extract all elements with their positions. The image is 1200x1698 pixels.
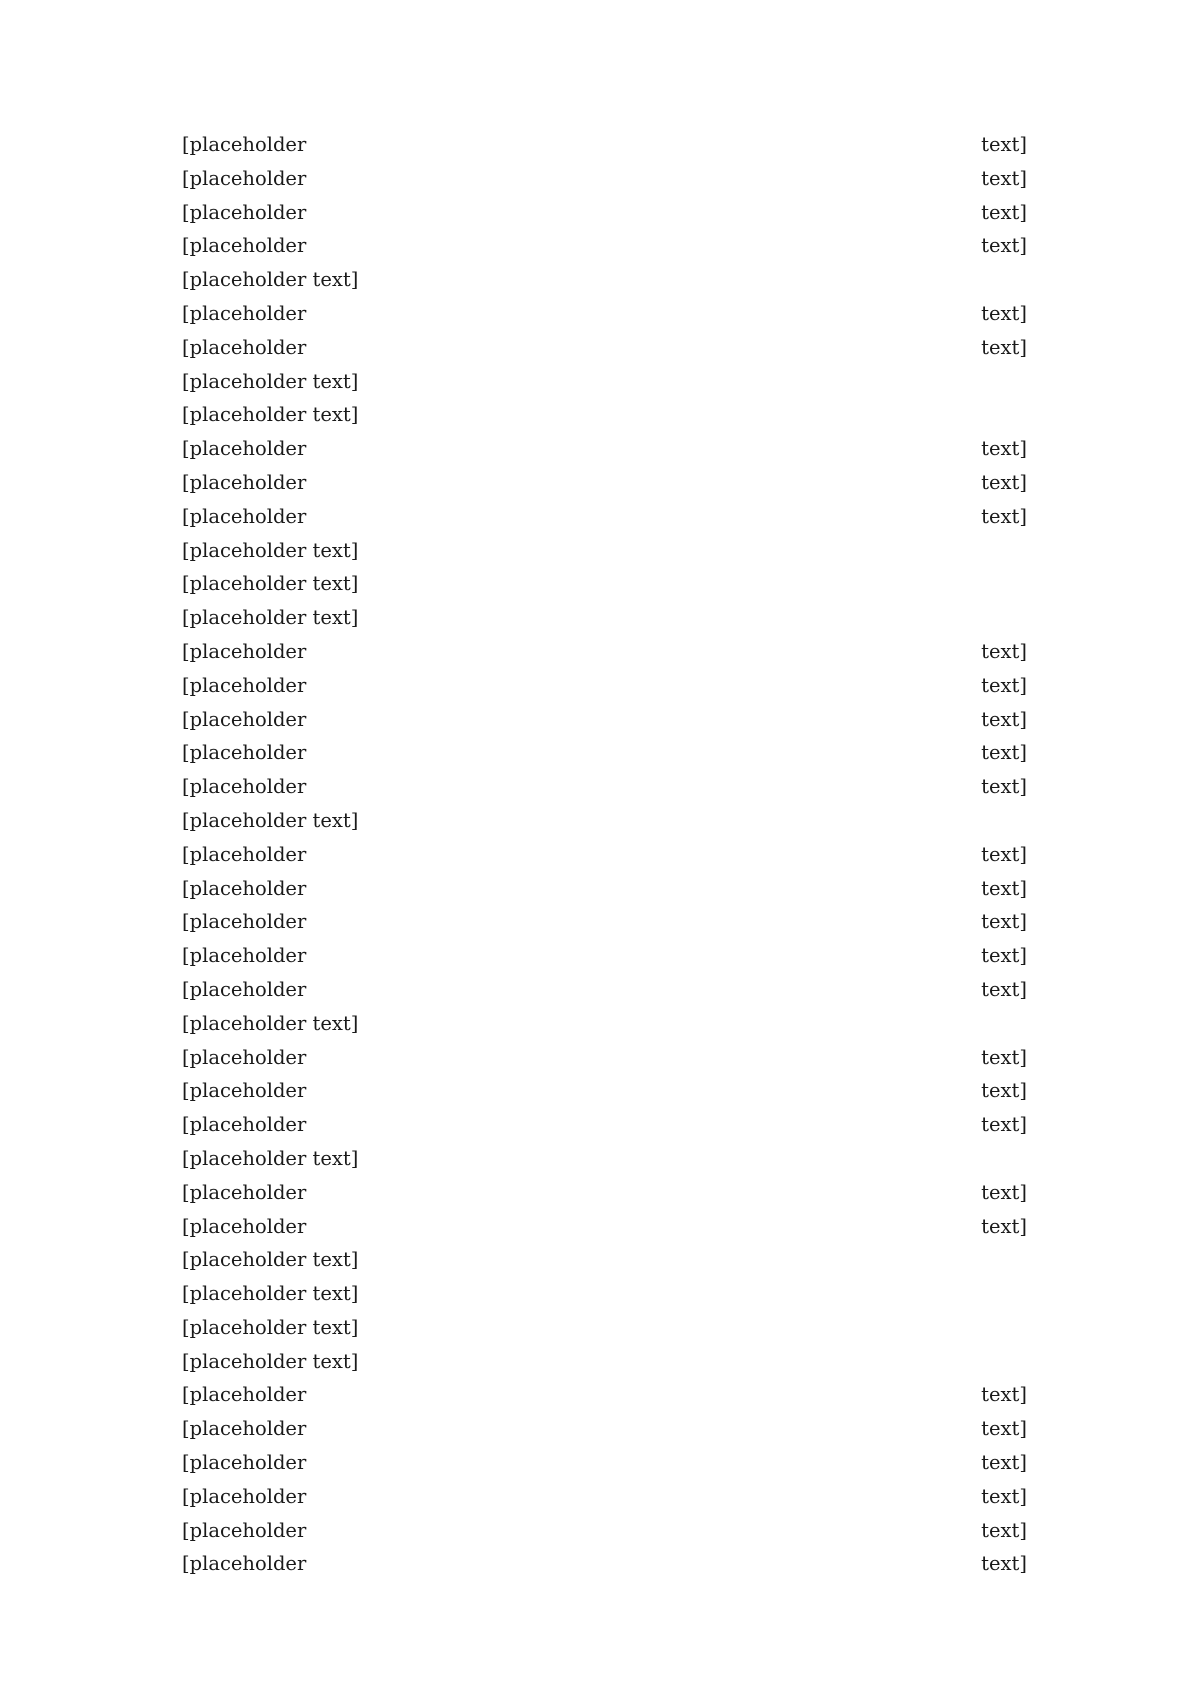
text-line: [placeholder text] [182, 301, 1027, 325]
text-line: [placeholder text] [182, 538, 359, 562]
text-line: [placeholder text] [182, 808, 359, 832]
text-line: [placeholder text] [182, 234, 1027, 258]
text-line: [placeholder text] [182, 403, 359, 427]
text-line: [placeholder text] [182, 673, 1027, 697]
text-line: [placeholder text] [182, 1079, 1027, 1103]
text-line: [placeholder text] [182, 707, 1027, 731]
text-line: [placeholder text] [182, 1146, 359, 1170]
text-line: [placeholder text] [182, 1484, 1027, 1508]
text-line: [placeholder text] [182, 876, 1027, 900]
text-line: [placeholder text] [182, 944, 1027, 968]
text-line: [placeholder text] [182, 1282, 359, 1306]
text-line: [placeholder text] [182, 1248, 359, 1272]
text-line: [placeholder text] [182, 741, 1027, 765]
text-line: [placeholder text] [182, 572, 359, 596]
text-line: [placeholder text] [182, 166, 1027, 190]
text-line: [placeholder text] [182, 775, 1027, 799]
text-line: [placeholder text] [182, 437, 1027, 461]
text-line: [placeholder text] [182, 1518, 1027, 1542]
text-line: [placeholder text] [182, 1451, 1027, 1475]
text-line: [placeholder text] [182, 1113, 1027, 1137]
text-line: [placeholder text] [182, 1383, 1027, 1407]
text-line: [placeholder text] [182, 133, 1027, 156]
text-line: [placeholder text] [182, 606, 359, 630]
text-line: [placeholder text] [182, 369, 359, 393]
text-line: [placeholder text] [182, 1011, 359, 1035]
document-body [182, 128, 1027, 1581]
text-line: [placeholder text] [182, 1045, 1027, 1069]
text-line: [placeholder text] [182, 639, 1027, 663]
text-line: [placeholder text] [182, 1349, 359, 1373]
text-line: [placeholder text] [182, 268, 359, 292]
text-line: [placeholder text] [182, 842, 1027, 866]
text-line: [placeholder text] [182, 1552, 1027, 1576]
text-line: [placeholder text] [182, 470, 1027, 494]
text-line: [placeholder text] [182, 1417, 1027, 1441]
text-line: [placeholder text] [182, 200, 1027, 224]
text-line: [placeholder text] [182, 977, 1027, 1001]
text-line: [placeholder text] [182, 1180, 1027, 1204]
text-line: [placeholder text] [182, 335, 1027, 359]
text-line: [placeholder text] [182, 504, 1027, 528]
text-line: [placeholder text] [182, 1214, 1027, 1238]
text-line: [placeholder text] [182, 910, 1027, 934]
text-line: [placeholder text] [182, 1315, 359, 1339]
